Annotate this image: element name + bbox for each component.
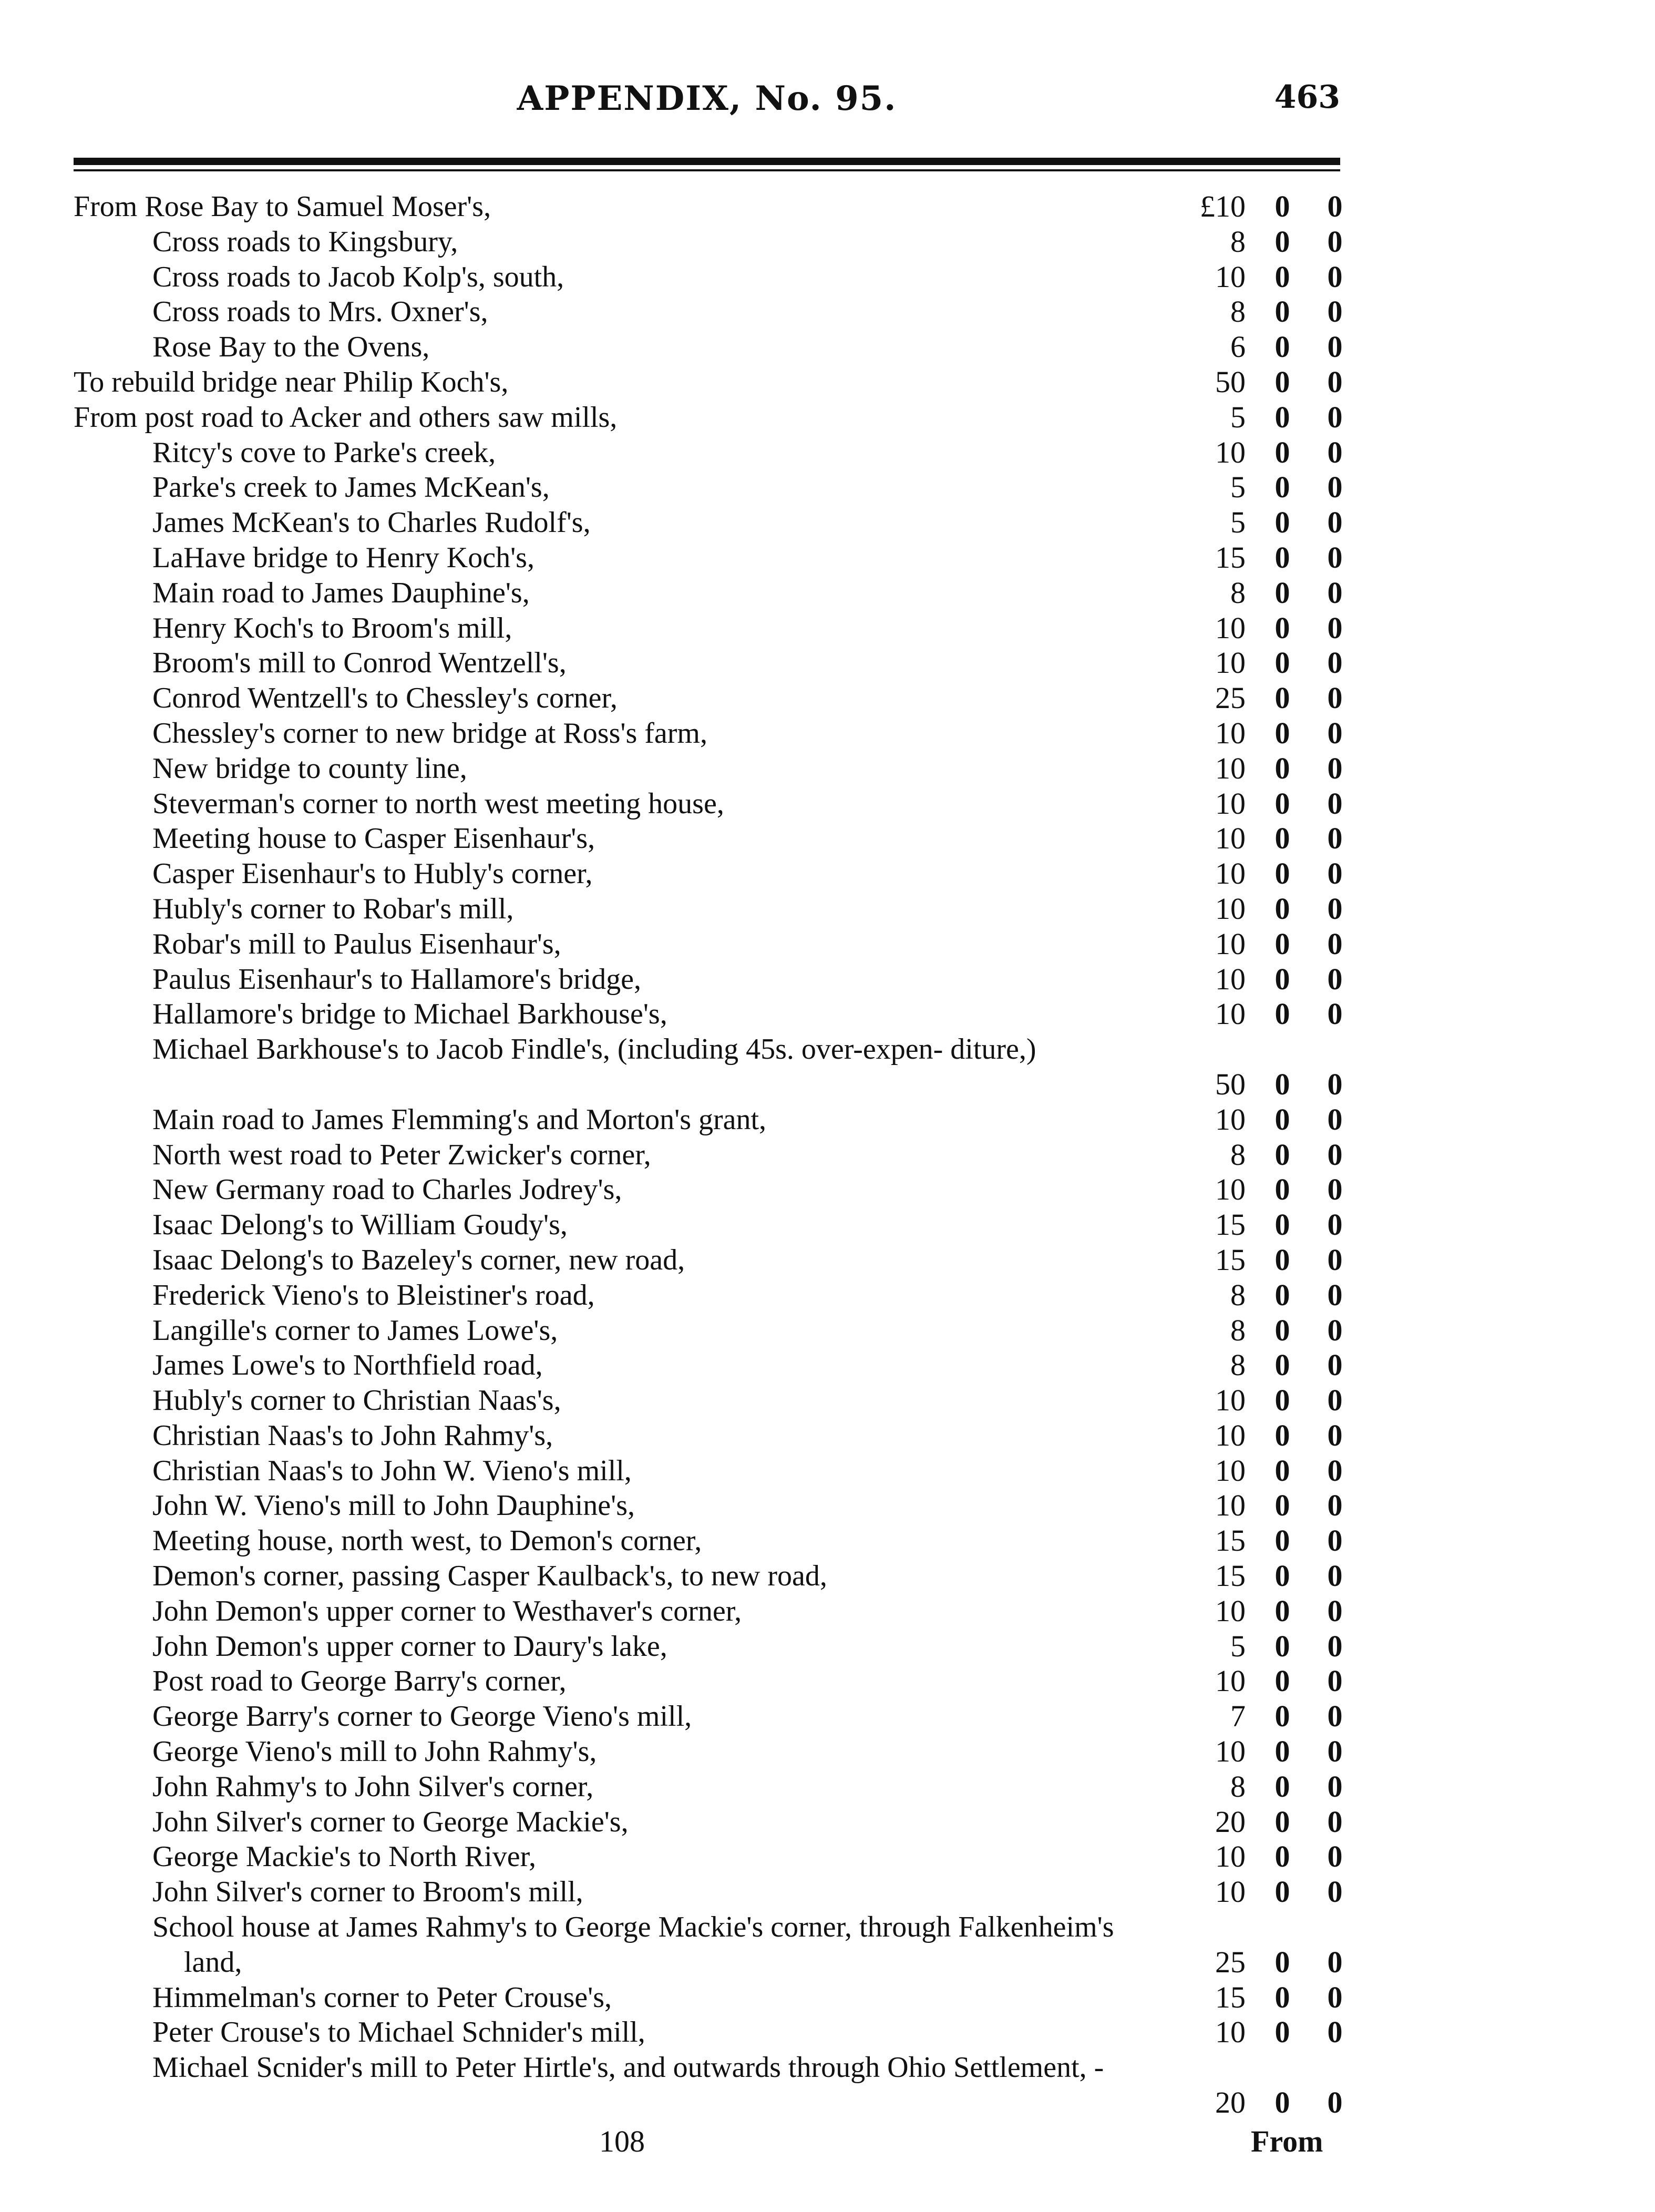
table-row — [74, 1664, 1343, 1699]
table-row — [74, 330, 1343, 365]
amount-shillings: 0 — [1274, 786, 1290, 821]
amount-pence: 0 — [1327, 1207, 1343, 1242]
road-description: John Rahmy's to John Silver's corner, — [152, 1770, 594, 1803]
amount-shillings: 0 — [1274, 400, 1290, 434]
amount-pounds: 10 — [1215, 715, 1246, 750]
amount-pounds: 8 — [1230, 1769, 1246, 1804]
amount-pence: 0 — [1327, 1067, 1343, 1101]
amount-pence: 0 — [1327, 189, 1343, 223]
table-row — [74, 1277, 1343, 1313]
road-description: Rose Bay to the Ovens, — [152, 331, 430, 364]
amount-pounds: 8 — [1230, 1348, 1246, 1382]
amount-shillings: 0 — [1274, 1418, 1290, 1452]
road-description: John Silver's corner to Broom's mill, — [152, 1876, 583, 1909]
road-description: Meeting house to Casper Eisenhaur's, — [152, 822, 595, 855]
table-row — [74, 2050, 1343, 2121]
amount-shillings: 0 — [1274, 610, 1290, 645]
table-row — [74, 1453, 1343, 1489]
amount-shillings: 0 — [1274, 1313, 1290, 1347]
table-row — [74, 540, 1343, 576]
amount-shillings: 0 — [1274, 294, 1290, 329]
road-description: Demon's corner, passing Casper Kaulback's, to new road, — [152, 1560, 827, 1593]
road-description: Michael Barkhouse's to Jacob Findle's, (including 45s. over-expen- diture,) — [152, 1033, 1036, 1066]
table-row — [74, 259, 1343, 295]
road-description: Post road to George Barry's corner, — [152, 1665, 567, 1698]
amount-pounds: 10 — [1215, 1875, 1246, 1909]
amount-shillings: 0 — [1274, 1102, 1290, 1136]
road-description: Isaac Delong's to William Goudy's, — [152, 1209, 568, 1242]
amount-shillings: 0 — [1274, 575, 1290, 610]
amount-pence: 0 — [1327, 856, 1343, 891]
table-row — [74, 470, 1343, 505]
amount-pence: 0 — [1327, 435, 1343, 469]
road-description: Ritcy's cove to Parke's creek, — [152, 436, 496, 469]
catchword: From — [1251, 2124, 1323, 2158]
road-description: James Lowe's to Northfield road, — [152, 1349, 543, 1382]
amount-pounds: 10 — [1215, 259, 1246, 294]
amount-pounds: 10 — [1215, 1172, 1246, 1207]
amount-pounds: 15 — [1215, 1242, 1246, 1277]
table-row — [74, 1383, 1343, 1418]
table-row — [74, 1699, 1343, 1734]
amount-pence: 0 — [1327, 1313, 1343, 1347]
amount-pence: 0 — [1327, 1629, 1343, 1663]
amount-pounds: 50 — [1215, 1067, 1246, 1101]
amount-pence: 0 — [1327, 681, 1343, 715]
road-description: School house at James Rahmy's to George Mackie's corner, through Falkenheim's land, — [152, 1911, 1114, 1979]
road-description: James McKean's to Charles Rudolf's, — [152, 506, 591, 539]
amount-pence: 0 — [1327, 505, 1343, 540]
table-row — [74, 610, 1343, 646]
amount-pence: 0 — [1327, 224, 1343, 259]
amount-shillings: 0 — [1274, 1944, 1290, 1979]
amount-pence: 0 — [1327, 1523, 1343, 1558]
amount-pence: 0 — [1327, 259, 1343, 294]
amount-pounds: 10 — [1215, 786, 1246, 821]
amount-shillings: 0 — [1274, 2015, 1290, 2050]
table-row — [74, 1734, 1343, 1769]
amount-shillings: 0 — [1274, 1488, 1290, 1523]
table-row — [74, 1207, 1343, 1243]
amount-shillings: 0 — [1274, 189, 1290, 223]
amount-pounds: 5 — [1230, 505, 1246, 540]
table-row — [74, 1137, 1343, 1173]
amount-pence: 0 — [1327, 2085, 1343, 2120]
table-row — [74, 786, 1343, 822]
amount-pence: 0 — [1327, 1699, 1343, 1734]
table-row — [74, 189, 1343, 224]
amount-pounds: 10 — [1215, 856, 1246, 891]
amount-shillings: 0 — [1274, 1383, 1290, 1418]
amount-shillings: 0 — [1274, 997, 1290, 1031]
amount-pounds: 7 — [1230, 1699, 1246, 1734]
amount-pence: 0 — [1327, 751, 1343, 785]
table-row — [74, 856, 1343, 892]
table-row — [74, 1769, 1343, 1805]
road-description: Christian Naas's to John W. Vieno's mill, — [152, 1454, 632, 1487]
amount-pence: 0 — [1327, 1348, 1343, 1382]
amount-shillings: 0 — [1274, 926, 1290, 961]
amount-pence: 0 — [1327, 646, 1343, 680]
amount-shillings: 0 — [1274, 856, 1290, 891]
amount-pounds: 10 — [1215, 926, 1246, 961]
table-row — [74, 364, 1343, 400]
table-row — [74, 891, 1343, 927]
amount-shillings: 0 — [1274, 1207, 1290, 1242]
table-row — [74, 1488, 1343, 1523]
amount-pounds: 8 — [1230, 224, 1246, 259]
table-row — [74, 1418, 1343, 1453]
amount-pounds: 10 — [1215, 821, 1246, 856]
road-description: George Mackie's to North River, — [152, 1840, 536, 1873]
road-description: Cross roads to Jacob Kolp's, south, — [152, 260, 564, 293]
amount-pence: 0 — [1327, 1734, 1343, 1769]
table-row — [74, 1629, 1343, 1664]
amount-pence: 0 — [1327, 821, 1343, 856]
amount-pence: 0 — [1327, 1453, 1343, 1488]
header-rule-thick — [74, 158, 1340, 165]
amount-pounds: 10 — [1215, 1453, 1246, 1488]
amount-shillings: 0 — [1274, 1348, 1290, 1382]
amount-shillings: 0 — [1274, 1593, 1290, 1628]
table-row — [74, 1242, 1343, 1278]
road-description: New Germany road to Charles Jodrey's, — [152, 1173, 622, 1206]
road-description: Cross roads to Kingsbury, — [152, 225, 458, 258]
amount-pence: 0 — [1327, 961, 1343, 996]
amount-shillings: 0 — [1274, 1242, 1290, 1277]
amount-shillings: 0 — [1274, 1664, 1290, 1698]
road-description: Cross roads to Mrs. Oxner's, — [152, 295, 488, 329]
table-row — [74, 751, 1343, 786]
amount-pounds: 10 — [1215, 1664, 1246, 1698]
amount-pence: 0 — [1327, 364, 1343, 399]
table-row — [74, 1102, 1343, 1138]
amount-pence: 0 — [1327, 1418, 1343, 1452]
table-row — [74, 926, 1343, 962]
amount-shillings: 0 — [1274, 1137, 1290, 1172]
road-description: Hubly's corner to Christian Naas's, — [152, 1384, 561, 1417]
amount-pounds: 15 — [1215, 1980, 1246, 2014]
table-row — [74, 294, 1343, 330]
amount-shillings: 0 — [1274, 470, 1290, 505]
amount-shillings: 0 — [1274, 821, 1290, 856]
amount-shillings: 0 — [1274, 715, 1290, 750]
amount-pence: 0 — [1327, 1593, 1343, 1628]
amount-pounds: 8 — [1230, 294, 1246, 329]
road-description: Parke's creek to James McKean's, — [152, 471, 550, 504]
amount-shillings: 0 — [1274, 435, 1290, 469]
amount-pence: 0 — [1327, 1875, 1343, 1909]
table-row — [74, 1980, 1343, 2015]
amount-pence: 0 — [1327, 1242, 1343, 1277]
table-row — [74, 997, 1343, 1032]
road-description: Chessley's corner to new bridge at Ross's farm, — [152, 716, 707, 750]
amount-pence: 0 — [1327, 1664, 1343, 1698]
road-description: Meeting house, north west, to Demon's corner, — [152, 1524, 702, 1558]
road-description: From post road to Acker and others saw mills, — [74, 401, 618, 434]
amount-shillings: 0 — [1274, 1523, 1290, 1558]
road-description: Paulus Eisenhaur's to Hallamore's bridge, — [152, 962, 641, 996]
amount-pence: 0 — [1327, 610, 1343, 645]
amount-pence: 0 — [1327, 575, 1343, 610]
amount-pence: 0 — [1327, 1944, 1343, 1979]
amount-pence: 0 — [1327, 1172, 1343, 1207]
amount-shillings: 0 — [1274, 1980, 1290, 2014]
amount-shillings: 0 — [1274, 1875, 1290, 1909]
road-description: Peter Crouse's to Michael Schnider's mill, — [152, 2016, 645, 2049]
table-row — [74, 1032, 1343, 1102]
table-row — [74, 646, 1343, 681]
amount-pounds: 10 — [1215, 646, 1246, 680]
amount-pence: 0 — [1327, 2015, 1343, 2050]
table-row — [74, 1348, 1343, 1383]
road-description: New bridge to county line, — [152, 752, 467, 785]
road-description: Conrod Wentzell's to Chessley's corner, — [152, 682, 618, 715]
amount-pounds: £10 — [1200, 189, 1246, 223]
page-header — [74, 79, 1340, 121]
table-row — [74, 505, 1343, 540]
road-description: Christian Naas's to John Rahmy's, — [152, 1419, 553, 1452]
amount-pence: 0 — [1327, 1102, 1343, 1136]
amount-pence: 0 — [1327, 1137, 1343, 1172]
amount-pounds: 15 — [1215, 1523, 1246, 1558]
road-description: Michael Scnider's mill to Peter Hirtle's, and outwards through Ohio Settlement, - — [152, 2051, 1104, 2084]
amount-shillings: 0 — [1274, 1559, 1290, 1593]
road-description: Steverman's corner to north west meeting house, — [152, 787, 724, 820]
amount-pence: 0 — [1327, 470, 1343, 505]
road-description: John Silver's corner to George Mackie's, — [152, 1805, 629, 1838]
amount-pounds: 20 — [1215, 1804, 1246, 1839]
road-description: To rebuild bridge near Philip Koch's, — [74, 365, 509, 398]
table-row — [74, 1172, 1343, 1207]
amount-pence: 0 — [1327, 330, 1343, 364]
amount-pence: 0 — [1327, 926, 1343, 961]
road-description: Hallamore's bridge to Michael Barkhouse's, — [152, 998, 667, 1031]
amount-shillings: 0 — [1274, 751, 1290, 785]
page-number: 463 — [1274, 79, 1340, 116]
amount-pounds: 8 — [1230, 1137, 1246, 1172]
road-description: From Rose Bay to Samuel Moser's, — [74, 190, 491, 223]
amount-pence: 0 — [1327, 1804, 1343, 1839]
table-row — [74, 1559, 1343, 1594]
amount-pounds: 8 — [1230, 1313, 1246, 1347]
amount-pounds: 5 — [1230, 400, 1246, 434]
amount-pence: 0 — [1327, 1277, 1343, 1312]
amount-shillings: 0 — [1274, 224, 1290, 259]
amount-shillings: 0 — [1274, 891, 1290, 926]
amount-shillings: 0 — [1274, 1067, 1290, 1101]
road-description: Main road to James Flemming's and Morton's grant, — [152, 1103, 767, 1136]
amount-pounds: 10 — [1215, 610, 1246, 645]
page-title: APPENDIX, No. 95. — [517, 79, 897, 118]
amount-pounds: 10 — [1215, 435, 1246, 469]
header-rule-thin — [74, 169, 1340, 171]
amount-pence: 0 — [1327, 891, 1343, 926]
road-description: George Barry's corner to George Vieno's mill, — [152, 1700, 692, 1733]
amount-pounds: 25 — [1215, 681, 1246, 715]
amount-shillings: 0 — [1274, 961, 1290, 996]
table-row — [74, 1523, 1343, 1559]
amount-shillings: 0 — [1274, 1629, 1290, 1663]
amount-shillings: 0 — [1274, 330, 1290, 364]
road-description: George Vieno's mill to John Rahmy's, — [152, 1735, 597, 1768]
amount-pounds: 8 — [1230, 1277, 1246, 1312]
table-row — [74, 435, 1343, 470]
amount-shillings: 0 — [1274, 1277, 1290, 1312]
amount-pence: 0 — [1327, 1488, 1343, 1523]
amount-pounds: 10 — [1215, 1383, 1246, 1418]
amount-shillings: 0 — [1274, 540, 1290, 575]
table-row — [74, 1910, 1343, 1980]
road-description: Robar's mill to Paulus Eisenhaur's, — [152, 927, 561, 960]
table-row — [74, 1875, 1343, 1910]
amount-pounds: 10 — [1215, 1488, 1246, 1523]
road-description: Broom's mill to Conrod Wentzell's, — [152, 647, 567, 680]
amount-shillings: 0 — [1274, 681, 1290, 715]
amount-pounds: 10 — [1215, 2015, 1246, 2050]
road-description: Hubly's corner to Robar's mill, — [152, 892, 514, 925]
amount-shillings: 0 — [1274, 1453, 1290, 1488]
amount-pence: 0 — [1327, 715, 1343, 750]
amount-pounds: 15 — [1215, 1207, 1246, 1242]
amount-pounds: 10 — [1215, 961, 1246, 996]
amount-pounds: 5 — [1230, 1629, 1246, 1663]
amount-shillings: 0 — [1274, 259, 1290, 294]
table-row — [74, 224, 1343, 260]
amount-pence: 0 — [1327, 1769, 1343, 1804]
amount-shillings: 0 — [1274, 646, 1290, 680]
road-description: Henry Koch's to Broom's mill, — [152, 611, 512, 644]
amount-pounds: 15 — [1215, 1559, 1246, 1593]
road-description: Frederick Vieno's to Bleistiner's road, — [152, 1278, 595, 1312]
road-description: Casper Eisenhaur's to Hubly's corner, — [152, 857, 593, 890]
amount-pounds: 10 — [1215, 1839, 1246, 1874]
road-description: Himmelman's corner to Peter Crouse's, — [152, 1981, 612, 2014]
amount-shillings: 0 — [1274, 1172, 1290, 1207]
table-row — [74, 681, 1343, 716]
table-row — [74, 821, 1343, 856]
table-row — [74, 1593, 1343, 1629]
appropriations-table — [74, 189, 1343, 2121]
amount-pounds: 10 — [1215, 1734, 1246, 1769]
amount-pounds: 50 — [1215, 364, 1246, 399]
amount-pence: 0 — [1327, 400, 1343, 434]
amount-pounds: 15 — [1215, 540, 1246, 575]
road-description: Langille's corner to James Lowe's, — [152, 1314, 558, 1347]
table-row — [74, 400, 1343, 435]
road-description: LaHave bridge to Henry Koch's, — [152, 541, 534, 574]
amount-pence: 0 — [1327, 1980, 1343, 2014]
amount-shillings: 0 — [1274, 1734, 1290, 1769]
table-row — [74, 1313, 1343, 1348]
road-description: John Demon's upper corner to Daury's lake, — [152, 1630, 667, 1663]
road-description: Isaac Delong's to Bazeley's corner, new road, — [152, 1243, 685, 1276]
road-description: North west road to Peter Zwicker's corner, — [152, 1138, 651, 1171]
amount-shillings: 0 — [1274, 1699, 1290, 1734]
amount-pence: 0 — [1327, 1839, 1343, 1874]
amount-shillings: 0 — [1274, 364, 1290, 399]
table-row — [74, 1804, 1343, 1840]
amount-shillings: 0 — [1274, 1839, 1290, 1874]
amount-shillings: 0 — [1274, 1804, 1290, 1839]
signature-mark: 108 — [599, 2124, 645, 2158]
table-row — [74, 961, 1343, 997]
amount-pence: 0 — [1327, 997, 1343, 1031]
amount-pounds: 5 — [1230, 470, 1246, 505]
amount-pounds: 10 — [1215, 891, 1246, 926]
amount-pence: 0 — [1327, 294, 1343, 329]
amount-pounds: 10 — [1215, 751, 1246, 785]
road-description: John W. Vieno's mill to John Dauphine's, — [152, 1489, 635, 1522]
amount-pounds: 10 — [1215, 1102, 1246, 1136]
amount-pounds: 20 — [1215, 2085, 1246, 2120]
amount-shillings: 0 — [1274, 2085, 1290, 2120]
table-row — [74, 715, 1343, 751]
road-description: John Demon's upper corner to Westhaver's corner, — [152, 1594, 742, 1627]
table-row — [74, 1839, 1343, 1875]
amount-pence: 0 — [1327, 540, 1343, 575]
amount-pounds: 10 — [1215, 1418, 1246, 1452]
amount-pounds: 25 — [1215, 1944, 1246, 1979]
amount-pounds: 6 — [1230, 330, 1246, 364]
amount-pence: 0 — [1327, 1383, 1343, 1418]
amount-pence: 0 — [1327, 1559, 1343, 1593]
amount-shillings: 0 — [1274, 505, 1290, 540]
table-row — [74, 2015, 1343, 2050]
amount-pence: 0 — [1327, 786, 1343, 821]
table-row — [74, 575, 1343, 611]
amount-pounds: 10 — [1215, 1593, 1246, 1628]
amount-pounds: 10 — [1215, 997, 1246, 1031]
road-description: Main road to James Dauphine's, — [152, 576, 530, 609]
amount-shillings: 0 — [1274, 1769, 1290, 1804]
amount-pounds: 8 — [1230, 575, 1246, 610]
